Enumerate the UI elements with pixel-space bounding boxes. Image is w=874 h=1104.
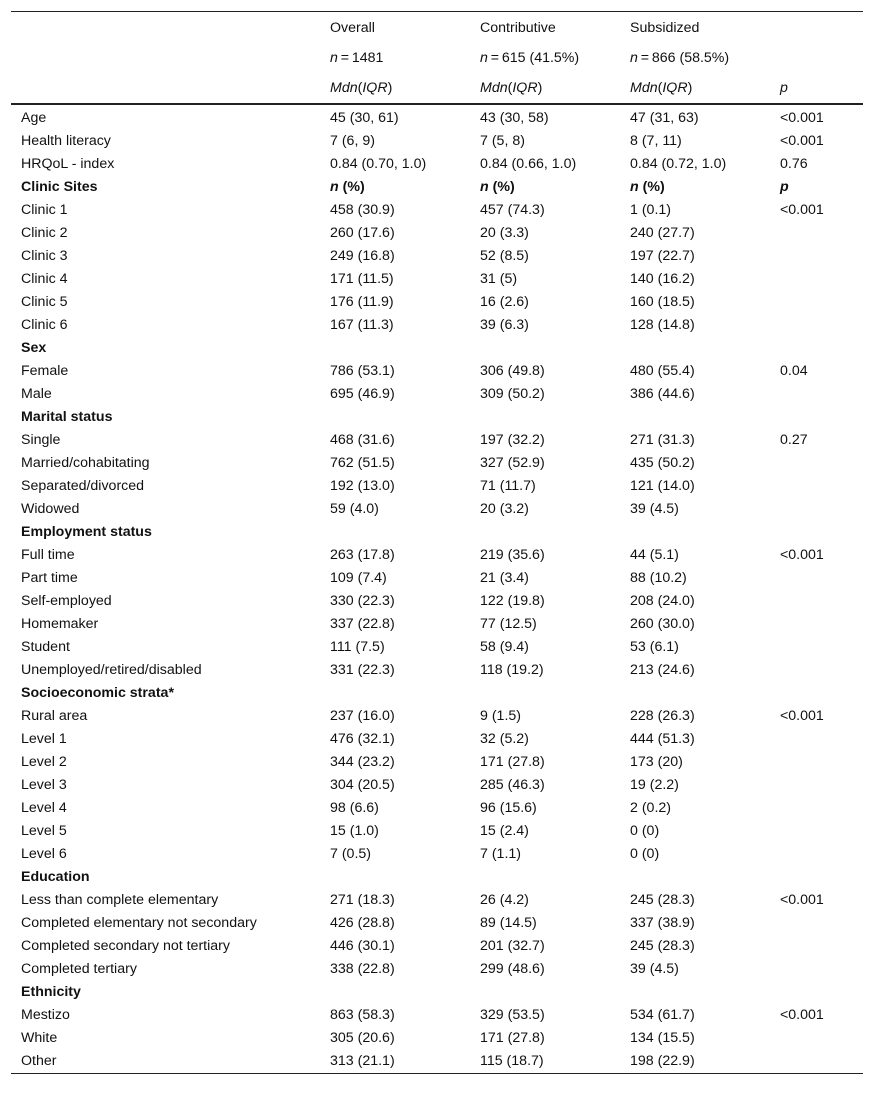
mdn-label: Mdn (630, 79, 658, 96)
value-cell: 245 (28.3) (630, 891, 695, 908)
section-header-row (11, 980, 863, 1003)
empty-cell (320, 520, 470, 543)
row-label: Age (21, 109, 47, 126)
value-cell: 480 (55.4) (630, 362, 695, 379)
row-label: Unemployed/retired/disabled (21, 661, 202, 678)
value-cell: 306 (49.8) (480, 362, 545, 379)
mdn-label: Mdn (330, 79, 358, 96)
empty-cell (770, 865, 863, 888)
row-label: Full time (21, 546, 75, 563)
value-cell: 249 (16.8) (330, 247, 395, 264)
empty-cell (620, 520, 770, 543)
value-cell: 305 (20.6) (330, 1029, 395, 1046)
value-cell: 0.84 (0.70, 1.0) (330, 155, 427, 172)
table-row (11, 382, 863, 405)
value-cell: 0 (0) (630, 845, 660, 862)
table-row (11, 152, 863, 175)
p-value-cell (770, 244, 863, 267)
table-row (11, 612, 863, 635)
header-empty-cell (770, 12, 863, 44)
table-row (11, 1049, 863, 1074)
value-cell: 43 (30, 58) (480, 109, 549, 126)
value-cell: 111 (7.5) (330, 638, 385, 655)
empty-cell (620, 980, 770, 1003)
p-value-cell: <0.001 (780, 1006, 824, 1023)
value-cell: 39 (4.5) (630, 500, 679, 517)
p-value-cell (770, 1049, 863, 1074)
table-row (11, 474, 863, 497)
value-cell: 98 (6.6) (330, 799, 379, 816)
section-header-row (11, 405, 863, 428)
value-cell: 32 (5.2) (480, 730, 529, 747)
n-symbol: n (330, 178, 339, 195)
empty-cell (320, 336, 470, 359)
header-row-groups (11, 12, 863, 44)
value-cell: 15 (1.0) (330, 822, 379, 839)
header-overall: Overall (320, 12, 470, 44)
table-row (11, 313, 863, 336)
value-cell: 338 (22.8) (330, 960, 395, 977)
header-stat-overall: Mdn(IQR) (320, 72, 470, 104)
header-subsidized: Subsidized (620, 12, 770, 44)
value-cell: 444 (51.3) (630, 730, 695, 747)
value-cell: 7 (1.1) (480, 845, 522, 862)
value-cell: 0.84 (0.66, 1.0) (480, 155, 577, 172)
section-label: Socioeconomic strata* (21, 684, 174, 701)
value-cell: 197 (22.7) (630, 247, 695, 264)
header-empty-cell (11, 72, 320, 104)
value-cell: 20 (3.3) (480, 224, 529, 241)
row-label: Clinic 3 (21, 247, 68, 264)
mdn-label: Mdn (480, 79, 508, 96)
table-row (11, 589, 863, 612)
p-value-cell: 0.76 (780, 155, 808, 172)
header-empty-cell (11, 12, 320, 44)
value-cell: 47 (31, 63) (630, 109, 699, 126)
row-label: Completed tertiary (21, 960, 137, 977)
section-label: Sex (21, 339, 47, 356)
value-cell: 344 (23.2) (330, 753, 395, 770)
value-cell: 15 (2.4) (480, 822, 529, 839)
value-cell: 327 (52.9) (480, 454, 545, 471)
table-row (11, 934, 863, 957)
p-value-cell: 0.04 (780, 362, 808, 379)
n-value: = 615 (41.5%) (487, 49, 580, 66)
value-cell: 0.84 (0.72, 1.0) (630, 155, 727, 172)
value-cell: 52 (8.5) (480, 247, 529, 264)
row-label: Clinic 2 (21, 224, 68, 241)
p-value-cell (770, 796, 863, 819)
section-label: Marital status (21, 408, 113, 425)
value-cell: 192 (13.0) (330, 477, 395, 494)
value-cell: 786 (53.1) (330, 362, 395, 379)
table-row (11, 911, 863, 934)
value-cell: 329 (53.5) (480, 1006, 545, 1023)
row-label: Clinic 5 (21, 293, 68, 310)
n-symbol: n (480, 49, 488, 66)
value-cell: 285 (46.3) (480, 776, 545, 793)
value-cell: 21 (3.4) (480, 569, 529, 586)
empty-cell (470, 405, 620, 428)
p-value-cell: <0.001 (780, 201, 824, 218)
value-cell: 7 (6, 9) (330, 132, 375, 149)
section-label: Clinic Sites (21, 178, 98, 195)
n-percent-label (320, 175, 470, 198)
p-value-cell (770, 221, 863, 244)
value-cell: 115 (18.7) (470, 1049, 620, 1074)
value-cell: 39 (6.3) (480, 316, 529, 333)
value-cell: 863 (58.3) (330, 1006, 395, 1023)
value-cell: 1 (0.1) (630, 201, 672, 218)
p-value-cell (770, 819, 863, 842)
table-row (11, 888, 863, 911)
value-cell: 8 (7, 11) (630, 132, 682, 149)
value-cell: 309 (50.2) (480, 385, 545, 402)
table-row (11, 704, 863, 727)
value-cell: 19 (2.2) (630, 776, 679, 793)
row-label: Clinic 1 (21, 201, 68, 218)
table-row (11, 727, 863, 750)
header-empty-cell (11, 43, 320, 72)
p-value-cell (770, 612, 863, 635)
p-value-cell (770, 934, 863, 957)
row-label: Student (21, 638, 70, 655)
value-cell: 16 (2.6) (480, 293, 529, 310)
empty-cell (470, 336, 620, 359)
empty-cell (320, 980, 470, 1003)
empty-cell (470, 865, 620, 888)
empty-cell (620, 336, 770, 359)
value-cell: 304 (20.5) (330, 776, 395, 793)
empty-cell (770, 520, 863, 543)
empty-cell (770, 336, 863, 359)
value-cell: 331 (22.3) (330, 661, 395, 678)
p-value-cell: <0.001 (780, 707, 824, 724)
p-value-cell (770, 658, 863, 681)
characteristics-table (11, 11, 863, 1074)
row-label: Single (21, 431, 61, 448)
table-row (11, 796, 863, 819)
header-p-label (770, 72, 863, 104)
table-row (11, 497, 863, 520)
row-label: Self-employed (21, 592, 112, 609)
row-label: Mestizo (21, 1006, 70, 1023)
value-cell: 171 (27.8) (480, 1029, 545, 1046)
table-container (11, 11, 863, 1074)
value-cell: 313 (21.1) (320, 1049, 470, 1074)
value-cell: 260 (30.0) (630, 615, 695, 632)
row-label: Less than complete elementary (21, 891, 219, 908)
empty-cell (620, 865, 770, 888)
row-label: White (21, 1029, 58, 1046)
value-cell: 77 (12.5) (480, 615, 537, 632)
value-cell: 59 (4.0) (330, 500, 379, 517)
value-cell: 20 (3.2) (480, 500, 529, 517)
header-n-overall (320, 43, 470, 72)
value-cell: 173 (20) (630, 753, 683, 770)
n-percent-label (470, 175, 620, 198)
value-cell: 26 (4.2) (480, 891, 529, 908)
empty-cell (470, 520, 620, 543)
table-row (11, 290, 863, 313)
value-cell: 197 (32.2) (480, 431, 545, 448)
value-cell: 337 (38.9) (630, 914, 695, 931)
header-empty-cell (770, 43, 863, 72)
value-cell: 457 (74.3) (480, 201, 545, 218)
header-n-subsidized (620, 43, 770, 72)
table-row (11, 543, 863, 566)
value-cell: 44 (5.1) (630, 546, 679, 563)
p-value-cell (770, 635, 863, 658)
value-cell: 446 (30.1) (330, 937, 395, 954)
table-row (11, 198, 863, 221)
row-label: Other (11, 1049, 320, 1074)
table-row (11, 428, 863, 451)
value-cell: 140 (16.2) (630, 270, 695, 287)
row-label: Married/cohabitating (21, 454, 150, 471)
p-value-cell (770, 267, 863, 290)
p-value-cell: <0.001 (780, 109, 824, 126)
empty-cell (620, 405, 770, 428)
section-header-row (11, 865, 863, 888)
table-row (11, 658, 863, 681)
row-label: Completed elementary not secondary (21, 914, 257, 931)
empty-cell (470, 980, 620, 1003)
table-row (11, 566, 863, 589)
p-value-cell: <0.001 (780, 891, 824, 908)
value-cell: 9 (1.5) (480, 707, 522, 724)
table-row (11, 104, 863, 129)
row-label: Widowed (21, 500, 80, 517)
section-label: Employment status (21, 523, 152, 540)
value-cell: 7 (0.5) (330, 845, 372, 862)
header-stat-subsidized: Mdn(IQR) (620, 72, 770, 104)
value-cell: 337 (22.8) (330, 615, 395, 632)
header-contributive: Contributive (470, 12, 620, 44)
value-cell: 299 (48.6) (480, 960, 545, 977)
row-label: HRQoL - index (21, 155, 115, 172)
header-row-stats (11, 72, 863, 104)
table-row (11, 773, 863, 796)
value-cell: 89 (14.5) (480, 914, 537, 931)
p-value-cell: 0.27 (780, 431, 808, 448)
value-cell: 2 (0.2) (630, 799, 672, 816)
row-label: Separated/divorced (21, 477, 145, 494)
empty-cell (770, 980, 863, 1003)
value-cell: 271 (18.3) (330, 891, 395, 908)
table-row (11, 451, 863, 474)
n-symbol: n (630, 49, 638, 66)
table-row (11, 267, 863, 290)
value-cell: 271 (31.3) (630, 431, 695, 448)
value-cell: 386 (44.6) (630, 385, 695, 402)
header-stat-contributive: Mdn(IQR) (470, 72, 620, 104)
table-row (11, 842, 863, 865)
p-value-cell (770, 382, 863, 405)
value-cell: 7 (5, 8) (480, 132, 525, 149)
p-value-cell (770, 474, 863, 497)
value-cell: 171 (11.5) (330, 270, 394, 287)
value-cell: 39 (4.5) (630, 960, 679, 977)
value-cell: 109 (7.4) (330, 569, 387, 586)
subheader-row (11, 175, 863, 198)
iqr-label: IQR (362, 79, 388, 96)
value-cell: 468 (31.6) (330, 431, 395, 448)
value-cell: 58 (9.4) (480, 638, 529, 655)
table-header (11, 12, 863, 105)
row-label: Clinic 6 (21, 316, 68, 333)
value-cell: 762 (51.5) (330, 454, 395, 471)
empty-cell (770, 405, 863, 428)
p-value-cell (770, 842, 863, 865)
p-value-cell (770, 727, 863, 750)
p-value-cell (770, 497, 863, 520)
value-cell: 160 (18.5) (630, 293, 695, 310)
row-label: Rural area (21, 707, 88, 724)
value-cell: 31 (5) (480, 270, 518, 287)
p-value-cell (770, 566, 863, 589)
value-cell: 213 (24.6) (630, 661, 695, 678)
table-body (11, 104, 863, 1074)
value-cell: 219 (35.6) (480, 546, 545, 563)
row-label: Level 2 (21, 753, 67, 770)
p-value-cell (770, 589, 863, 612)
section-label: Education (21, 868, 90, 885)
row-label: Level 1 (21, 730, 67, 747)
value-cell: 237 (16.0) (330, 707, 395, 724)
header-row-n (11, 43, 863, 72)
iqr-label: IQR (662, 79, 688, 96)
value-cell: 426 (28.8) (330, 914, 395, 931)
value-cell: 208 (24.0) (630, 592, 695, 609)
p-value-cell: <0.001 (780, 546, 824, 563)
row-label: Level 5 (21, 822, 67, 839)
n-value: = 866 (58.5%) (637, 49, 730, 66)
row-label: Completed secondary not tertiary (21, 937, 230, 954)
percent-suffix: (%) (338, 178, 365, 195)
p-value-cell (770, 750, 863, 773)
value-cell: 167 (11.3) (330, 316, 394, 333)
n-symbol: n (480, 178, 489, 195)
p-value-cell (770, 1026, 863, 1049)
table-row (11, 359, 863, 382)
percent-suffix: (%) (488, 178, 515, 195)
value-cell: 45 (30, 61) (330, 109, 399, 126)
n-value: = 1481 (337, 49, 384, 66)
value-cell: 128 (14.8) (630, 316, 695, 333)
row-label: Level 4 (21, 799, 67, 816)
value-cell: 534 (61.7) (630, 1006, 695, 1023)
row-label: Health literacy (21, 132, 111, 149)
p-value-cell (770, 773, 863, 796)
p-label: p (780, 79, 788, 96)
value-cell: 122 (19.8) (480, 592, 545, 609)
value-cell: 476 (32.1) (330, 730, 395, 747)
empty-cell (320, 865, 470, 888)
n-symbol: n (630, 178, 639, 195)
value-cell: 201 (32.7) (480, 937, 545, 954)
value-cell: 458 (30.9) (330, 201, 395, 218)
value-cell: 198 (22.9) (620, 1049, 770, 1074)
value-cell: 88 (10.2) (630, 569, 687, 586)
value-cell: 176 (11.9) (330, 293, 394, 310)
p-value-cell (770, 313, 863, 336)
value-cell: 260 (17.6) (330, 224, 395, 241)
table-row (11, 244, 863, 267)
value-cell: 695 (46.9) (330, 385, 395, 402)
table-row (11, 1003, 863, 1026)
row-label: Part time (21, 569, 78, 586)
p-value-cell (770, 451, 863, 474)
row-label: Level 3 (21, 776, 67, 793)
p-value-cell: <0.001 (780, 132, 824, 149)
section-header-row (11, 520, 863, 543)
table-row (11, 750, 863, 773)
section-header-row (11, 336, 863, 359)
table-row (11, 957, 863, 980)
table-row (11, 221, 863, 244)
row-label: Male (21, 385, 52, 402)
section-header-row (11, 681, 863, 704)
table-row (11, 129, 863, 152)
p-value-cell (770, 290, 863, 313)
section-label: Ethnicity (21, 983, 81, 1000)
value-cell: 0 (0) (630, 822, 660, 839)
value-cell: 330 (22.3) (330, 592, 395, 609)
n-symbol: n (330, 49, 338, 66)
value-cell: 228 (26.3) (630, 707, 695, 724)
value-cell: 53 (6.1) (630, 638, 679, 655)
value-cell: 96 (15.6) (480, 799, 537, 816)
value-cell: 121 (14.0) (630, 477, 695, 494)
row-label: Homemaker (21, 615, 99, 632)
value-cell: 134 (15.5) (630, 1029, 695, 1046)
value-cell: 118 (19.2) (480, 661, 544, 678)
percent-suffix: (%) (638, 178, 665, 195)
row-label: Clinic 4 (21, 270, 68, 287)
empty-cell (470, 681, 620, 704)
row-label: Level 6 (21, 845, 67, 862)
p-value-cell (770, 911, 863, 934)
value-cell: 240 (27.7) (630, 224, 695, 241)
row-label: Female (21, 362, 69, 379)
table-row (11, 1026, 863, 1049)
table-row (11, 819, 863, 842)
value-cell: 435 (50.2) (630, 454, 695, 471)
value-cell: 263 (17.8) (330, 546, 395, 563)
empty-cell (320, 681, 470, 704)
n-percent-label (620, 175, 770, 198)
empty-cell (620, 681, 770, 704)
empty-cell (320, 405, 470, 428)
value-cell: 245 (28.3) (630, 937, 695, 954)
table-row (11, 635, 863, 658)
header-n-contributive (470, 43, 620, 72)
p-label: p (780, 178, 789, 195)
value-cell: 171 (27.8) (480, 753, 545, 770)
p-value-cell (770, 957, 863, 980)
value-cell: 71 (11.7) (480, 477, 536, 494)
empty-cell (770, 681, 863, 704)
iqr-label: IQR (512, 79, 538, 96)
